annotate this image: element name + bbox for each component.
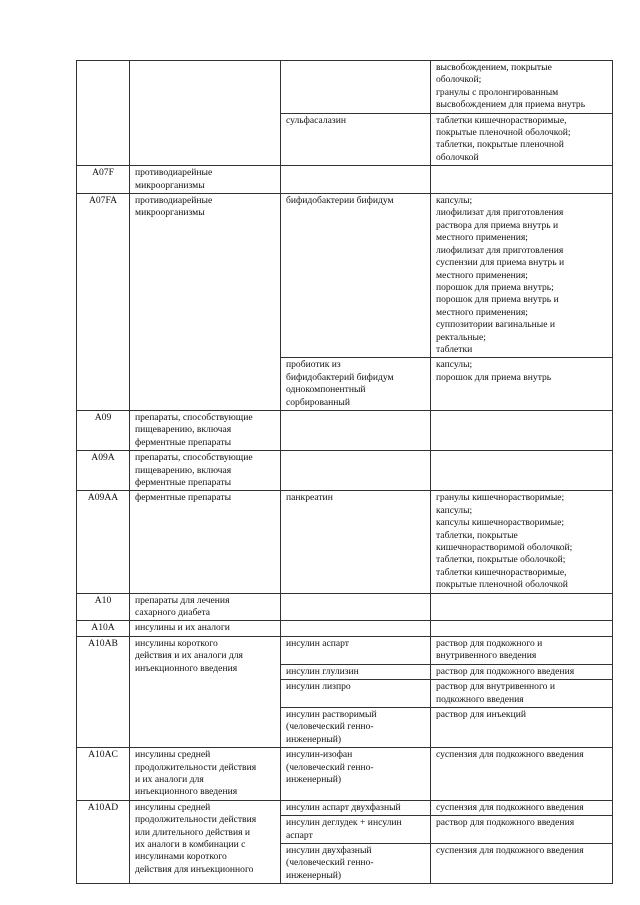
- drug-name-cell: [281, 621, 431, 636]
- dosage-form-cell: суспензия для подкожного введения: [431, 843, 613, 883]
- drug-name-cell: панкреатин: [281, 491, 431, 593]
- table-row: [77, 621, 613, 636]
- group-name-cell: препараты для лечения сахарного диабета: [130, 593, 281, 621]
- dosage-form-cell: [431, 410, 613, 450]
- dosage-form-cell: гранулы кишечнорастворимые; капсулы; капсулы кишечнорастворимые; таблетки, покрытые кишечнорастворимой оболочкой; таблетки, покрытые оболочкой; таблетки кишечнорастворимые, покрытые пленочной оболочкой: [431, 491, 613, 593]
- atc-code-cell: A07F: [77, 166, 130, 194]
- table-row: [77, 593, 613, 621]
- drug-name-cell: [281, 166, 431, 194]
- dosage-form-cell: капсулы; порошок для приема внутрь: [431, 358, 613, 411]
- drug-name-cell: инсулин растворимый (человеческий генно- инженерный): [281, 707, 431, 747]
- group-name-cell: [130, 61, 281, 166]
- drug-name-cell: инсулин лизпро: [281, 680, 431, 708]
- drug-name-cell: инсулин-изофан (человеческий генно- инженерный): [281, 748, 431, 801]
- dosage-form-cell: раствор для подкожного введения: [431, 664, 613, 679]
- dosage-form-cell: раствор для подкожного введения: [431, 816, 613, 844]
- drug-name-cell: [281, 451, 431, 491]
- atc-code-cell: [77, 61, 130, 166]
- atc-code-cell: A09: [77, 410, 130, 450]
- dosage-form-cell: суспензия для подкожного введения: [431, 800, 613, 815]
- atc-code-cell: A10A: [77, 621, 130, 636]
- group-name-cell: инсулины средней продолжительности действия и их аналоги для инъекционного введения: [130, 748, 281, 801]
- drug-name-cell: пробиотик из бифидобактерий бифидум однокомпонентный сорбированный: [281, 358, 431, 411]
- group-name-cell: препараты, способствующие пищеварению, включая ферментные препараты: [130, 410, 281, 450]
- table-row: [77, 800, 613, 815]
- atc-code-cell: A10AD: [77, 800, 130, 883]
- atc-code-cell: A09AA: [77, 491, 130, 593]
- group-name-cell: противодиарейные микроорганизмы: [130, 166, 281, 194]
- table-row: [77, 194, 613, 358]
- dosage-form-cell: [431, 451, 613, 491]
- drug-name-cell: инсулин аспарт: [281, 636, 431, 664]
- dosage-form-cell: раствор для подкожного и внутривенного введения: [431, 636, 613, 664]
- table-row: [77, 451, 613, 491]
- drug-name-cell: инсулин деглудек + инсулин аспарт: [281, 816, 431, 844]
- table-row: [77, 636, 613, 664]
- drug-name-cell: [281, 593, 431, 621]
- drug-list-table: [76, 60, 613, 884]
- dosage-form-cell: раствор для инъекций: [431, 707, 613, 747]
- atc-code-cell: A07FA: [77, 194, 130, 411]
- dosage-form-cell: [431, 166, 613, 194]
- table-row: [77, 166, 613, 194]
- table-row: [77, 61, 613, 114]
- group-name-cell: инсулины средней продолжительности действия или длительного действия и их аналоги в комбинации с инсулинами короткого действия для инъекционного: [130, 800, 281, 883]
- group-name-cell: противодиарейные микроорганизмы: [130, 194, 281, 411]
- group-name-cell: препараты, способствующие пищеварению, включая ферментные препараты: [130, 451, 281, 491]
- group-name-cell: ферментные препараты: [130, 491, 281, 593]
- dosage-form-cell: таблетки кишечнорастворимые, покрытые пленочной оболочкой; таблетки, покрытые пленочной оболочкой: [431, 113, 613, 166]
- atc-code-cell: A10AC: [77, 748, 130, 801]
- group-name-cell: инсулины и их аналоги: [130, 621, 281, 636]
- dosage-form-cell: суспензия для подкожного введения: [431, 748, 613, 801]
- dosage-form-cell: раствор для внутривенного и подкожного введения: [431, 680, 613, 708]
- drug-name-cell: [281, 61, 431, 114]
- drug-name-cell: инсулин глулизин: [281, 664, 431, 679]
- dosage-form-cell: высвобождением, покрытые оболочкой; гранулы с пролонгированным высвобождением для приема внутрь: [431, 61, 613, 114]
- dosage-form-cell: капсулы; лиофилизат для приготовления раствора для приема внутрь и местного применения; лиофилизат для приготовления суспензии для приема внутрь и местного применения; порошок для приема внутрь; порошок для приема внутрь и местного применения; суппозитории вагинальные и ректальные; таблетки: [431, 194, 613, 358]
- drug-name-cell: сульфасалазин: [281, 113, 431, 166]
- atc-code-cell: A09A: [77, 451, 130, 491]
- drug-name-cell: инсулин двухфазный (человеческий генно- инженерный): [281, 843, 431, 883]
- drug-name-cell: [281, 410, 431, 450]
- table-row: [77, 491, 613, 593]
- drug-name-cell: бифидобактерии бифидум: [281, 194, 431, 358]
- table-row: [77, 748, 613, 801]
- dosage-form-cell: [431, 593, 613, 621]
- drug-name-cell: инсулин аспарт двухфазный: [281, 800, 431, 815]
- atc-code-cell: A10AB: [77, 636, 130, 747]
- dosage-form-cell: [431, 621, 613, 636]
- group-name-cell: инсулины короткого действия и их аналоги для инъекционного введения: [130, 636, 281, 747]
- table-row: [77, 410, 613, 450]
- atc-code-cell: A10: [77, 593, 130, 621]
